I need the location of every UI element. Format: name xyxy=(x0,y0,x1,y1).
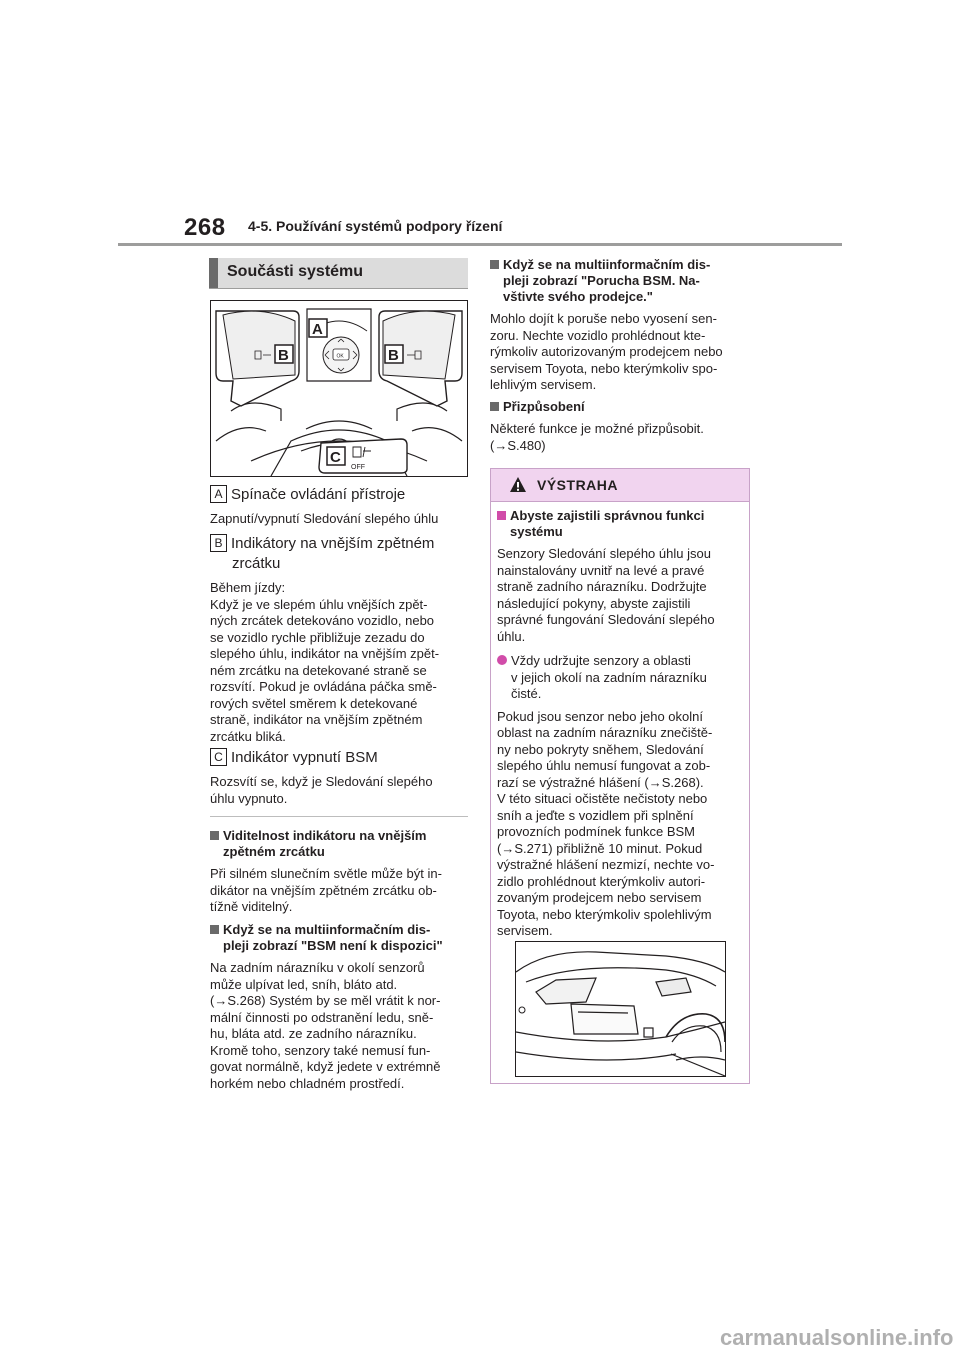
header-rule xyxy=(118,243,842,246)
page-number: 268 xyxy=(184,214,226,241)
items-divider xyxy=(210,816,468,817)
item-c-title-row xyxy=(210,748,378,766)
item-c-letter: C xyxy=(210,748,227,766)
dashboard-illustration xyxy=(211,301,467,476)
warning-triangle-icon xyxy=(509,476,527,493)
watermark: carmanualsonline.info xyxy=(720,1325,954,1350)
off-label: OFF xyxy=(351,464,365,471)
section-heading xyxy=(209,258,468,288)
warning-body xyxy=(497,501,743,940)
note-customization-text: Některé funkce je možné přizpůsobit. (→S.480) xyxy=(490,421,704,453)
warning-bullet-item: Vždy udržujte senzory a oblasti v jejich okolí na zadním nárazníku čisté. xyxy=(497,653,743,703)
item-b-letter: B xyxy=(210,534,227,552)
warning-bullet-square xyxy=(497,511,506,520)
note-bullet-square xyxy=(490,402,499,411)
steering-switch-callout xyxy=(307,309,371,381)
dashboard-figure xyxy=(210,300,468,477)
item-c-title: Indikátor vypnutí BSM xyxy=(231,749,378,766)
item-b-title-row xyxy=(210,534,434,552)
item-a-title: Spínače ovládání přístroje xyxy=(231,486,406,503)
label-b-right: B xyxy=(388,347,399,364)
label-c: C xyxy=(330,449,341,466)
ok-button-label: OK xyxy=(336,353,344,360)
warning-bullet-dot xyxy=(497,655,507,665)
warning-body-text: Pokud jsou senzor nebo jeho okolní oblast na zadním nárazníku znečiště- ny nebo pokryty sněhem, Sledování slepého úhlu nemusí fungovat a zob- razí se výstražné hlášení (→S.268). V této situaci očistěte nečistoty nebo sníh a jeďte s vozidlem při splnění provozních podmínek funkce BSM (→S.271) přibližně 10 minut. Pokud výstražné hlášení nezmizí, nechte vo- zidlo prohlédnout kterýmkoliv autori- zovaným prodejcem nebo servisem Toyota, nebo kterýmkoliv spolehlivým servisem. xyxy=(497,708,715,938)
note-visibility xyxy=(210,828,472,916)
bsm-sensor-location xyxy=(644,1028,653,1037)
note-bullet-square xyxy=(210,925,219,934)
warning-intro: Senzory Sledování slepého úhlu jsou nainstalovány uvnitř na levé a pravé straně zadního nárazníku. Dodržujte následující pokyny, abyste zajistili správné fungování Sledování slepého úhlu. xyxy=(497,546,715,644)
item-c-text: Rozsvítí se, když je Sledování slepého úhlu vypnuto. xyxy=(210,774,433,806)
item-a-title-row xyxy=(210,485,405,503)
mirror-left-callout xyxy=(216,311,299,406)
label-b-left: B xyxy=(278,347,289,364)
note-bullet-square xyxy=(210,831,219,840)
rear-bumper-illustration xyxy=(516,942,725,1076)
item-b-title: Indikátory na vnějším zpětném xyxy=(231,535,435,552)
warning-title: VÝSTRAHA xyxy=(537,477,619,493)
note-bullet-square xyxy=(490,260,499,269)
chapter-title: 4-5. Používání systémů podpory řízení xyxy=(248,218,503,234)
warning-heading: Abyste zajistili správnou funkci systému xyxy=(497,508,743,540)
mirror-right-callout xyxy=(379,311,462,406)
rear-bumper-figure xyxy=(515,941,726,1077)
note-customization-heading: Přizpůsobení xyxy=(490,399,752,415)
note-customization xyxy=(490,399,752,454)
item-a-letter: A xyxy=(210,485,227,503)
note-bsm-fault-text: Mohlo dojít k poruše nebo vyosení sen- zoru. Nechte vozidlo prohlédnout kte- rýmkoliv autorizovaným prodejcem nebo servisem Toyota, nebo kterýmkoliv spo- lehlivým servisem. xyxy=(490,311,723,392)
item-b-title-cont: zrcátku xyxy=(232,555,281,572)
warning-header xyxy=(491,469,749,502)
bsm-off-callout xyxy=(319,439,407,473)
item-b-text: Během jízdy: Když je ve slepém úhlu vnějších zpět- ných zrcátek detekováno vozidlo, nebo se vozidlo rychle přibližuje zezadu do slepého úhlu, indikátor na vnějším zpět- ném zrcátku na detekované straně se rozsvítí. Pokud je ovládána páčka smě- rových světel směrem k detekované straně, indikátor na vnějším zpětném zrcátku bliká. xyxy=(210,580,440,744)
note-visibility-heading: Viditelnost indikátoru na vnějším zpětném zrcátku xyxy=(210,828,472,860)
warning-box xyxy=(490,468,750,1084)
note-bsm-unavailable xyxy=(210,922,472,1092)
item-a-text: Zapnutí/vypnutí Sledování slepého úhlu xyxy=(210,511,439,526)
note-bsm-fault xyxy=(490,257,752,394)
note-bsm-unavailable-text: Na zadním nárazníku v okolí senzorů může ulpívat led, sníh, bláto atd. (→S.268) Systém by se měl vrátit k nor- mální činnosti po odstranění ledu, sně- hu, bláta atd. ze zadního nárazníku. Kromě toho, senzory také nemusí fun- govat normálně, když jedete v extrémně horkém nebo chladném prostředí. xyxy=(210,960,441,1091)
section-heading-bar xyxy=(209,258,218,288)
section-rule xyxy=(209,288,468,289)
note-visibility-text: Při silném slunečním světle může být in- dikátor na vnějším zpětném zrcátku ob- tížně viditelný. xyxy=(210,866,442,914)
note-bsm-unavailable-heading: Když se na multiinformačním dis- pleji zobrazí "BSM není k dispozici" xyxy=(210,922,472,954)
note-bsm-fault-heading: Když se na multiinformačním dis- pleji zobrazí "Porucha BSM. Na- vštivte svého prodejce." xyxy=(490,257,752,305)
section-title: Součásti systému xyxy=(227,263,364,280)
label-a: A xyxy=(312,321,323,338)
